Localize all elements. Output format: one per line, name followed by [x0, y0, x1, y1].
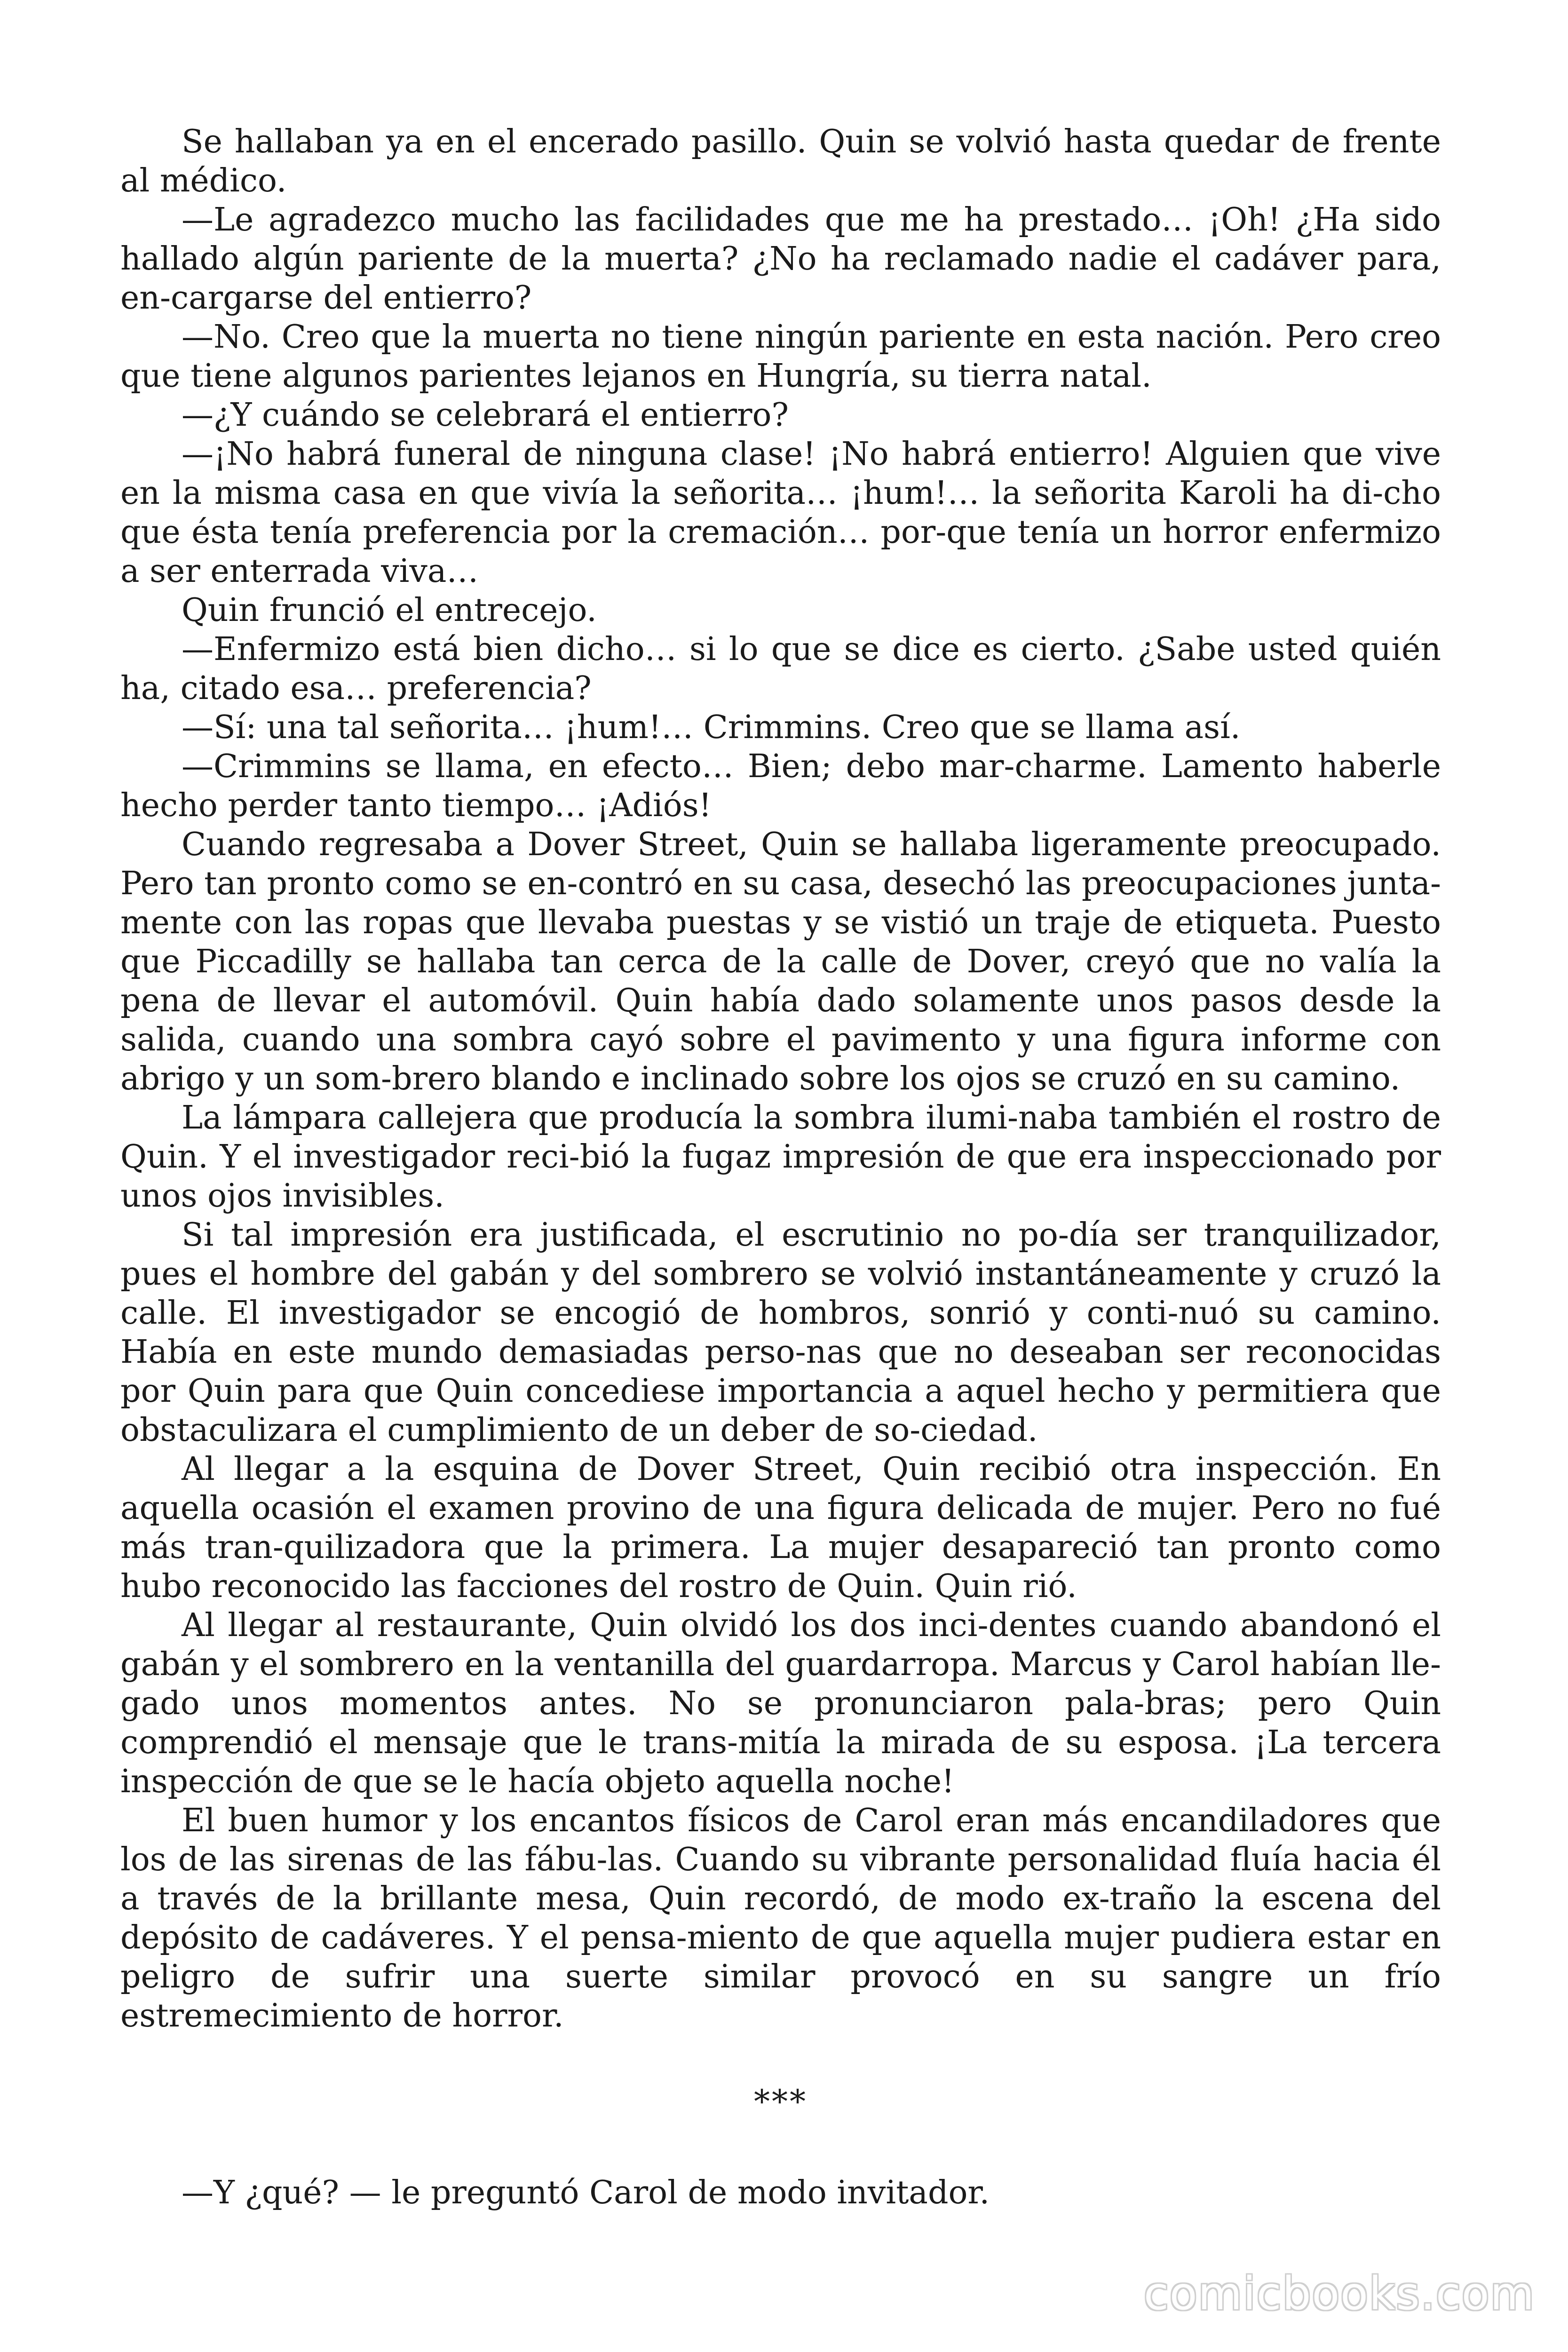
- closing-paragraph: —Y ¿qué? — le preguntó Carol de modo invitador.: [182, 2174, 990, 2211]
- paragraph: —Enfermizo está bien dicho… si lo que se dice es cierto. ¿Sabe usted quién ha, citado esa… preferencia?: [120, 631, 1441, 707]
- paragraph: Al llegar a la esquina de Dover Street, Quin recibió otra inspección. En aquella ocasión el examen provino de una figura delicada de mujer. Pero no fué más tran-quilizadora que la primera. La mujer desapareció tan pronto como hubo reconocido las facciones del rostro de Quin. Quin rió.: [120, 1451, 1441, 1605]
- paragraph: —Sí: una tal señorita… ¡hum!… Crimmins. Creo que se llama así.: [182, 709, 1241, 746]
- section-separator: ***: [754, 2083, 808, 2121]
- paragraph: —¡No habrá funeral de ninguna clase! ¡No habrá entierro! Alguien que vive en la misma casa en que vivía la señorita… ¡hum!… la señorita Karoli ha di-cho que ésta tenía preferencia por la cremación… por-que tenía un horror enfermizo a ser enterrada viva…: [120, 436, 1441, 590]
- site-watermark: comicbooks.com: [1143, 2267, 1535, 2320]
- paragraph: La lámpara callejera que producía la sombra ilumi-naba también el rostro de Quin. Y el investigador reci-bió la fugaz impresión de que era inspeccionado por unos ojos invisibles.: [120, 1099, 1441, 1215]
- paragraph: Quin frunció el entrecejo.: [182, 592, 597, 629]
- paragraph: —Crimmins se llama, en efecto… Bien; debo mar-charme. Lamento haberle hecho perder tanto tiempo… ¡Adiós!: [120, 748, 1441, 824]
- paragraph: El buen humor y los encantos físicos de Carol eran más encandiladores que los de las sirenas de las fábu-las. Cuando su vibrante personalidad fluía hacia él a través de la brillante mesa, Quin recordó, de modo ex-traño la escena del depósito de cadáveres. Y el pensa-miento de que aquella mujer pudiera estar en peligro de sufrir una suerte similar provocó en su sangre un frío estremecimiento de horror.: [120, 1802, 1441, 2034]
- paragraph: Al llegar al restaurante, Quin olvidó los dos inci-dentes cuando abandonó el gabán y el sombrero en la ventanilla del guardarropa. Marcus y Carol habían lle-gado unos momentos antes. No se pronunciaron pala-bras; pero Quin comprendió el mensaje que le trans-mitía la mirada de su esposa. ¡La tercera inspección de que se le hacía objeto aquella noche!: [120, 1607, 1441, 1800]
- paragraph: Si tal impresión era justificada, el escrutinio no po-día ser tranquilizador, pues el hombre del gabán y del sombrero se volvió instantáneamente y cruzó la calle. El investigador se encogió de hombros, sonrió y conti-nuó su camino. Había en este mundo demasiadas perso-nas que no deseaban ser reconocidas por Quin para que Quin concediese importancia a aquel hecho y permitiera que obstaculizara el cumplimiento de un deber de so-ciedad.: [120, 1216, 1441, 1449]
- paragraph: Se hallaban ya en el encerado pasillo. Quin se volvió hasta quedar de frente al médico.: [120, 123, 1441, 199]
- paragraph: —No. Creo que la muerta no tiene ningún pariente en esta nación. Pero creo que tiene algunos parientes lejanos en Hungría, su tierra natal.: [120, 318, 1441, 395]
- paragraph: —Le agradezco mucho las facilidades que me ha prestado… ¡Oh! ¿Ha sido hallado algún pariente de la muerta? ¿No ha reclamado nadie el cadáver para, en-cargarse del entierro?: [120, 201, 1441, 317]
- paragraph: —¿Y cuándo se celebrará el entierro?: [182, 397, 789, 434]
- paragraph: Cuando regresaba a Dover Street, Quin se hallaba ligeramente preocupado. Pero tan pronto como se en-contró en su casa, desechó las preocupaciones junta-mente con las ropas que llevaba puestas y se vistió un traje de etiqueta. Puesto que Piccadilly se hallaba tan cerca de la calle de Dover, creyó que no valía la pena de llevar el automóvil. Quin había dado solamente unos pasos desde la salida, cuando una sombra cayó sobre el pavimento y una figura informe con abrigo y un som-brero blando e inclinado sobre los ojos se cruzó en su camino.: [120, 826, 1441, 1097]
- page-body: [120, 122, 1441, 2212]
